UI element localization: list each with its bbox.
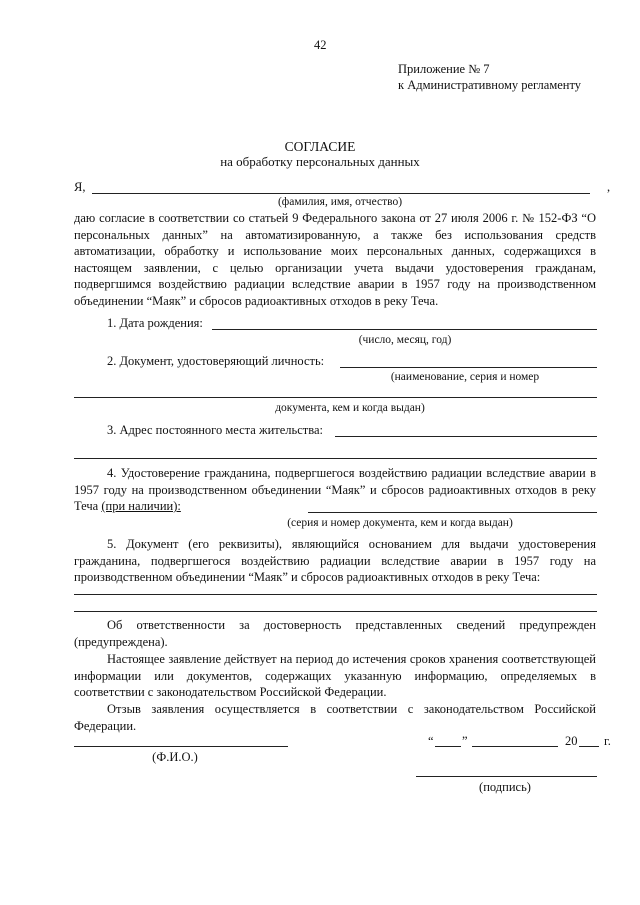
document-line-2[interactable] bbox=[74, 397, 597, 398]
fio-signature-line[interactable] bbox=[74, 746, 288, 747]
page-number: 42 bbox=[314, 38, 327, 52]
fio-signature-caption: (Ф.И.О.) bbox=[152, 750, 198, 764]
fio-line[interactable] bbox=[92, 193, 590, 194]
basis-line-1[interactable] bbox=[74, 594, 597, 595]
page-title: СОГЛАСИЕ bbox=[284, 139, 356, 154]
basis-text: 5. Документ (его реквизиты), являющийся основанием для выдачи удостоверения гражданина, подвергшегося воздействию радиации вследствие аварии в 1957 году на производственном объединении “Маяк” и сбросов радиоактивных отходов в реку Теча: bbox=[74, 537, 596, 584]
certificate-text-main: 4. Удостоверение гражданина, подвергшегося воздействию радиации вследствие аварии в 1957 году на производственном объединении “Маяк” и сбросов радиоактивных отходов в реку Теча bbox=[74, 466, 596, 513]
closing-p1: Об ответственности за достоверность представленных сведений предупрежден (предупреждена). bbox=[74, 618, 596, 649]
intro-comma: , bbox=[607, 180, 611, 194]
annex-line-1: Приложение № 7 bbox=[398, 62, 490, 76]
page-subtitle: на обработку персональных данных bbox=[220, 154, 420, 169]
certificate-line[interactable] bbox=[308, 512, 597, 513]
birth-date-line[interactable] bbox=[212, 329, 597, 330]
date-year-prefix: 20 bbox=[565, 734, 578, 748]
date-close-quote: ” bbox=[462, 734, 468, 748]
annex-line-2: к Административному регламенту bbox=[398, 78, 582, 92]
address-label: 3. Адрес постоянного места жительства: bbox=[107, 423, 323, 437]
date-day-line[interactable] bbox=[435, 746, 461, 747]
birth-caption: (число, месяц, год) bbox=[358, 334, 452, 346]
document-caption-1: (наименование, серия и номер bbox=[390, 371, 540, 383]
signature-caption: (подпись) bbox=[479, 780, 531, 794]
consent-body: даю согласие в соответствии со статьей 9 Федерального закона от 27 июля 2006 г. № 152-ФЗ “О персональных данных” на автоматизированную, а также без использования средств автоматизации, обработку и использование моих персональных данных, содержащихся в настоящем заявлении, с целью организации учета выдачи удостоверения гражданам, подвергшимся воздействию радиации вследствие аварии в 1957 году на производственном объединении “Маяк” и сбросов радиоактивных отходов в реку Теча. bbox=[74, 211, 596, 308]
certificate-caption: (серия и номер документа, кем и когда выдан) bbox=[287, 517, 513, 529]
closing-p3: Отзыв заявления осуществляется в соответствии с законодательством Российской Федерации. bbox=[74, 702, 596, 733]
basis-line-2[interactable] bbox=[74, 611, 597, 612]
date-year-suffix: г. bbox=[604, 734, 611, 748]
document-label: 2. Документ, удостоверяющий личность: bbox=[107, 354, 325, 368]
document-caption-2: документа, кем и когда выдан) bbox=[275, 402, 425, 414]
certificate-text bbox=[74, 465, 596, 515]
fio-caption: (фамилия, имя, отчество) bbox=[277, 196, 403, 208]
date-month-line[interactable] bbox=[472, 746, 558, 747]
date-open-quote: “ bbox=[428, 734, 434, 748]
intro-prefix: Я, bbox=[74, 180, 86, 194]
signature-line[interactable] bbox=[416, 776, 597, 777]
certificate-note: (при наличии): bbox=[101, 499, 181, 513]
address-line-1[interactable] bbox=[335, 436, 597, 437]
address-line-2[interactable] bbox=[74, 458, 597, 459]
closing-p2: Настоящее заявление действует на период до истечения сроков хранения соответствующей информации или документов, содержащих указанную информацию, определяемых в соответствии с законодательством Российской Федерации. bbox=[74, 652, 596, 699]
document-line-1[interactable] bbox=[340, 367, 597, 368]
date-year-line[interactable] bbox=[579, 746, 599, 747]
birth-label: 1. Дата рождения: bbox=[107, 316, 203, 330]
